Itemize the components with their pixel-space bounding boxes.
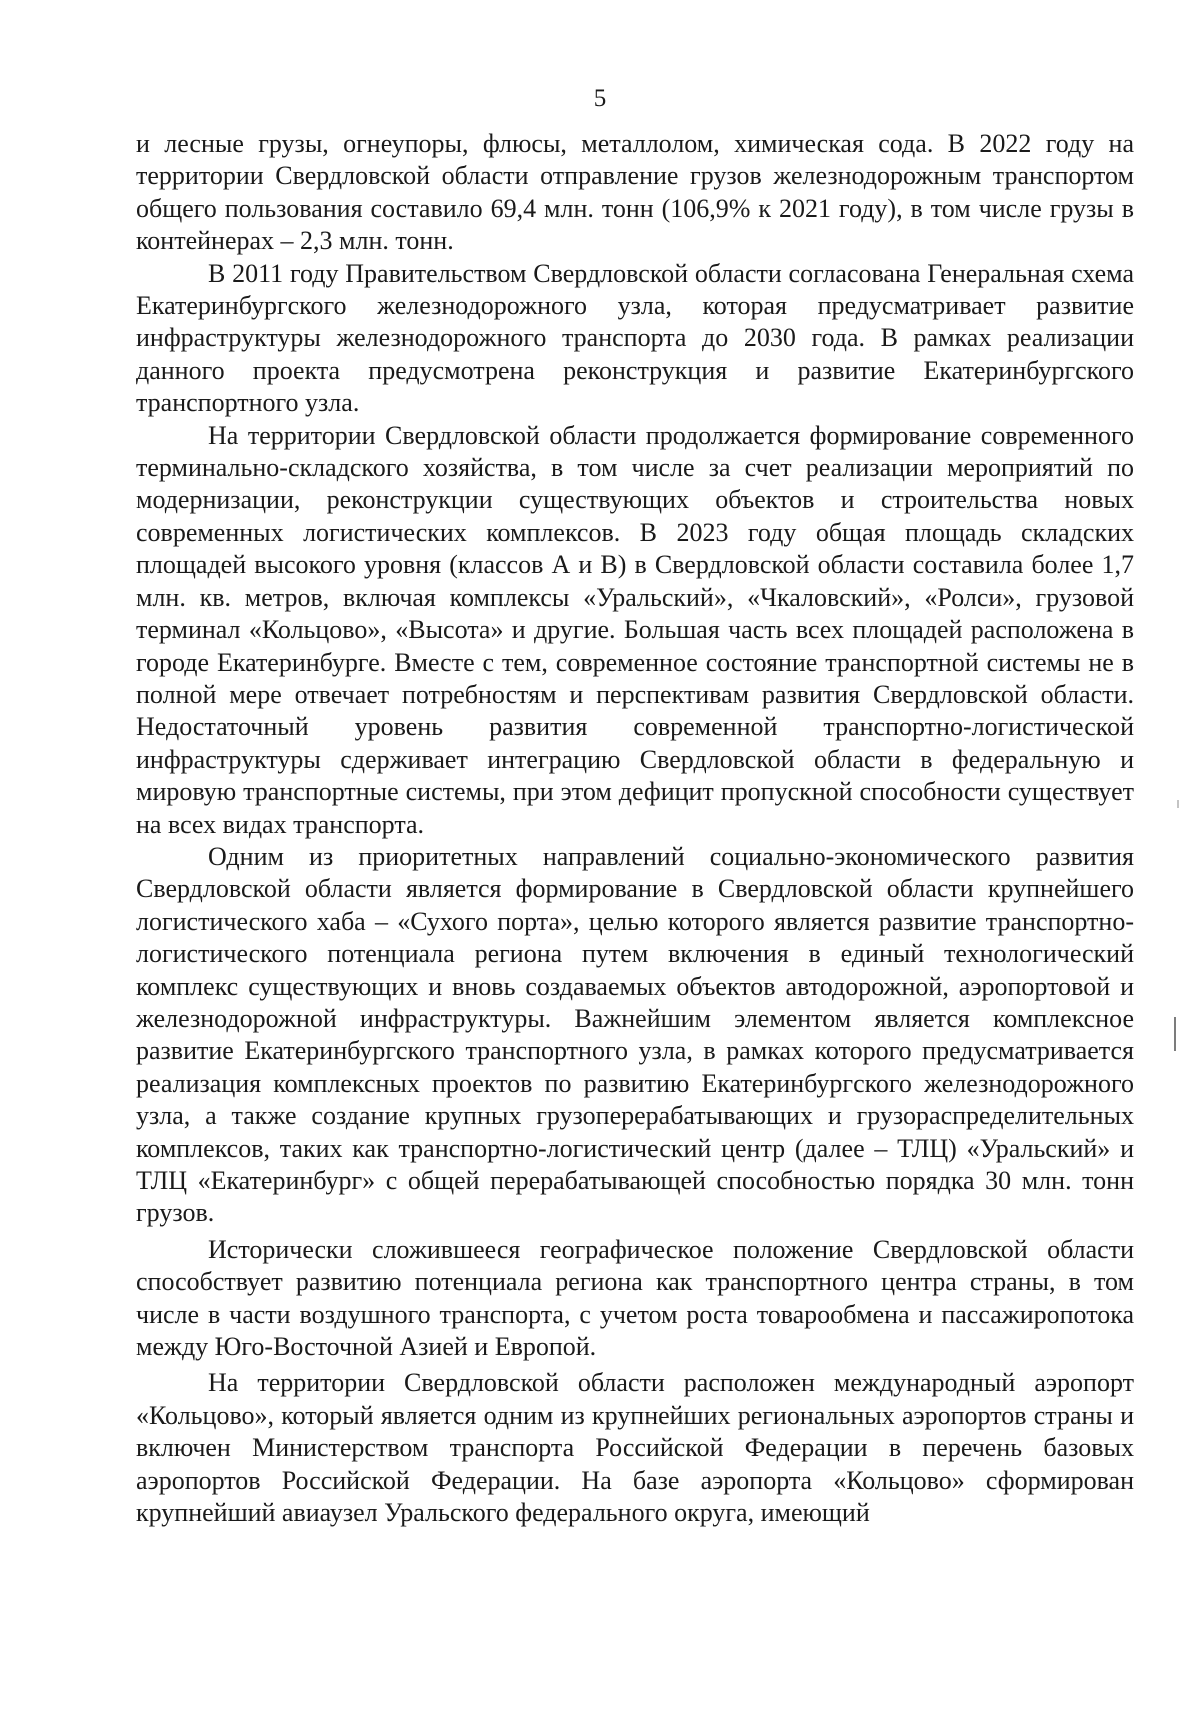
paragraph-general-scheme: В 2011 году Правительством Свердловской области согласована Генеральная схема Екатеринбургского железнодорожного узла, которая предусматривает развитие инфраструктуры железнодорожного транспорта до 2030 года. В рамках реализации данного проекта предусмотрена реконструкция и развитие Екатеринбургского транспортного узла. (136, 258, 1134, 418)
document-body (136, 128, 1134, 1529)
paragraph-warehouse-infrastructure: На территории Свердловской области продолжается формирование современного терминально-складского хозяйства, в том числе за счет реализации мероприятий по модернизации, реконструкции существующих объектов и строительства новых современных логистических комплексов. В 2023 году общая площадь складских площадей высокого уровня (классов А и В) в Свердловской области составила более 1,7 млн. кв. метров, включая комплексы «Уральский», «Чкаловский», «Ролси», грузовой терминал «Кольцово», «Высота» и другие. Большая часть всех площадей расположена в городе Екатеринбурге. Вместе с тем, современное состояние транспортной системы не в полной мере отвечает потребностям и перспективам развития Свердловской области. Недостаточный уровень развития современной транспортно-логистической инфраструктуры сдерживает интеграцию Свердловской области в федеральную и мировую транспортные системы, при этом дефицит пропускной способности существует на всех видах транспорта. (136, 420, 1134, 839)
paragraph-continuation: и лесные грузы, огнеупоры, флюсы, металлолом, химическая сода. В 2022 году на территории Свердловской области отправление грузов железнодорожным транспортом общего пользования составило 69,4 млн. тонн (106,9% к 2021 году), в том числе грузы в контейнерах – 2,3 млн. тонн. (136, 129, 1134, 256)
scan-margin-mark (1177, 800, 1179, 808)
paragraph-dry-port: Одним из приоритетных направлений социально-экономического развития Свердловской области является формирование в Свердловской области крупнейшего логистического хаба – «Сухого порта», целью которого является развитие транспортно-логистического потенциала региона путем включения в единый технологический комплекс существующих и вновь создаваемых объектов автодорожной, аэропортовой и железнодорожной инфраструктуры. Важнейшим элементом является комплексное развитие Екатеринбургского транспортного узла, в рамках которого предусматривается реализация комплексных проектов по развитию Екатеринбургского железнодорожного узла, а также создание крупных грузоперерабатывающих и грузораспределительных комплексов, таких как транспортно-логистический центр (далее – ТЛЦ) «Уральский» и ТЛЦ «Екатеринбург» с общей перерабатывающей способностью порядка 30 млн. тонн грузов. (136, 841, 1134, 1228)
page-number: 5 (593, 85, 607, 112)
paragraph-koltsovo-airport: На территории Свердловской области расположен международный аэропорт «Кольцово», который является одним из крупнейших региональных аэропортов страны и включен Министерством транспорта Российской Федерации в перечень базовых аэропортов Российской Федерации. На базе аэропорта «Кольцово» сформирован крупнейший авиаузел Уральского федерального округа, имеющий (136, 1368, 1134, 1528)
scan-margin-mark (1174, 1017, 1176, 1051)
paragraph-geographic-position: Исторически сложившееся географическое положение Свердловской области способствует развитию потенциала региона как транспортного центра страны, в том числе в части воздушного транспорта, с учетом роста товарообмена и пассажиропотока между Юго-Восточной Азией и Европой. (136, 1234, 1134, 1362)
